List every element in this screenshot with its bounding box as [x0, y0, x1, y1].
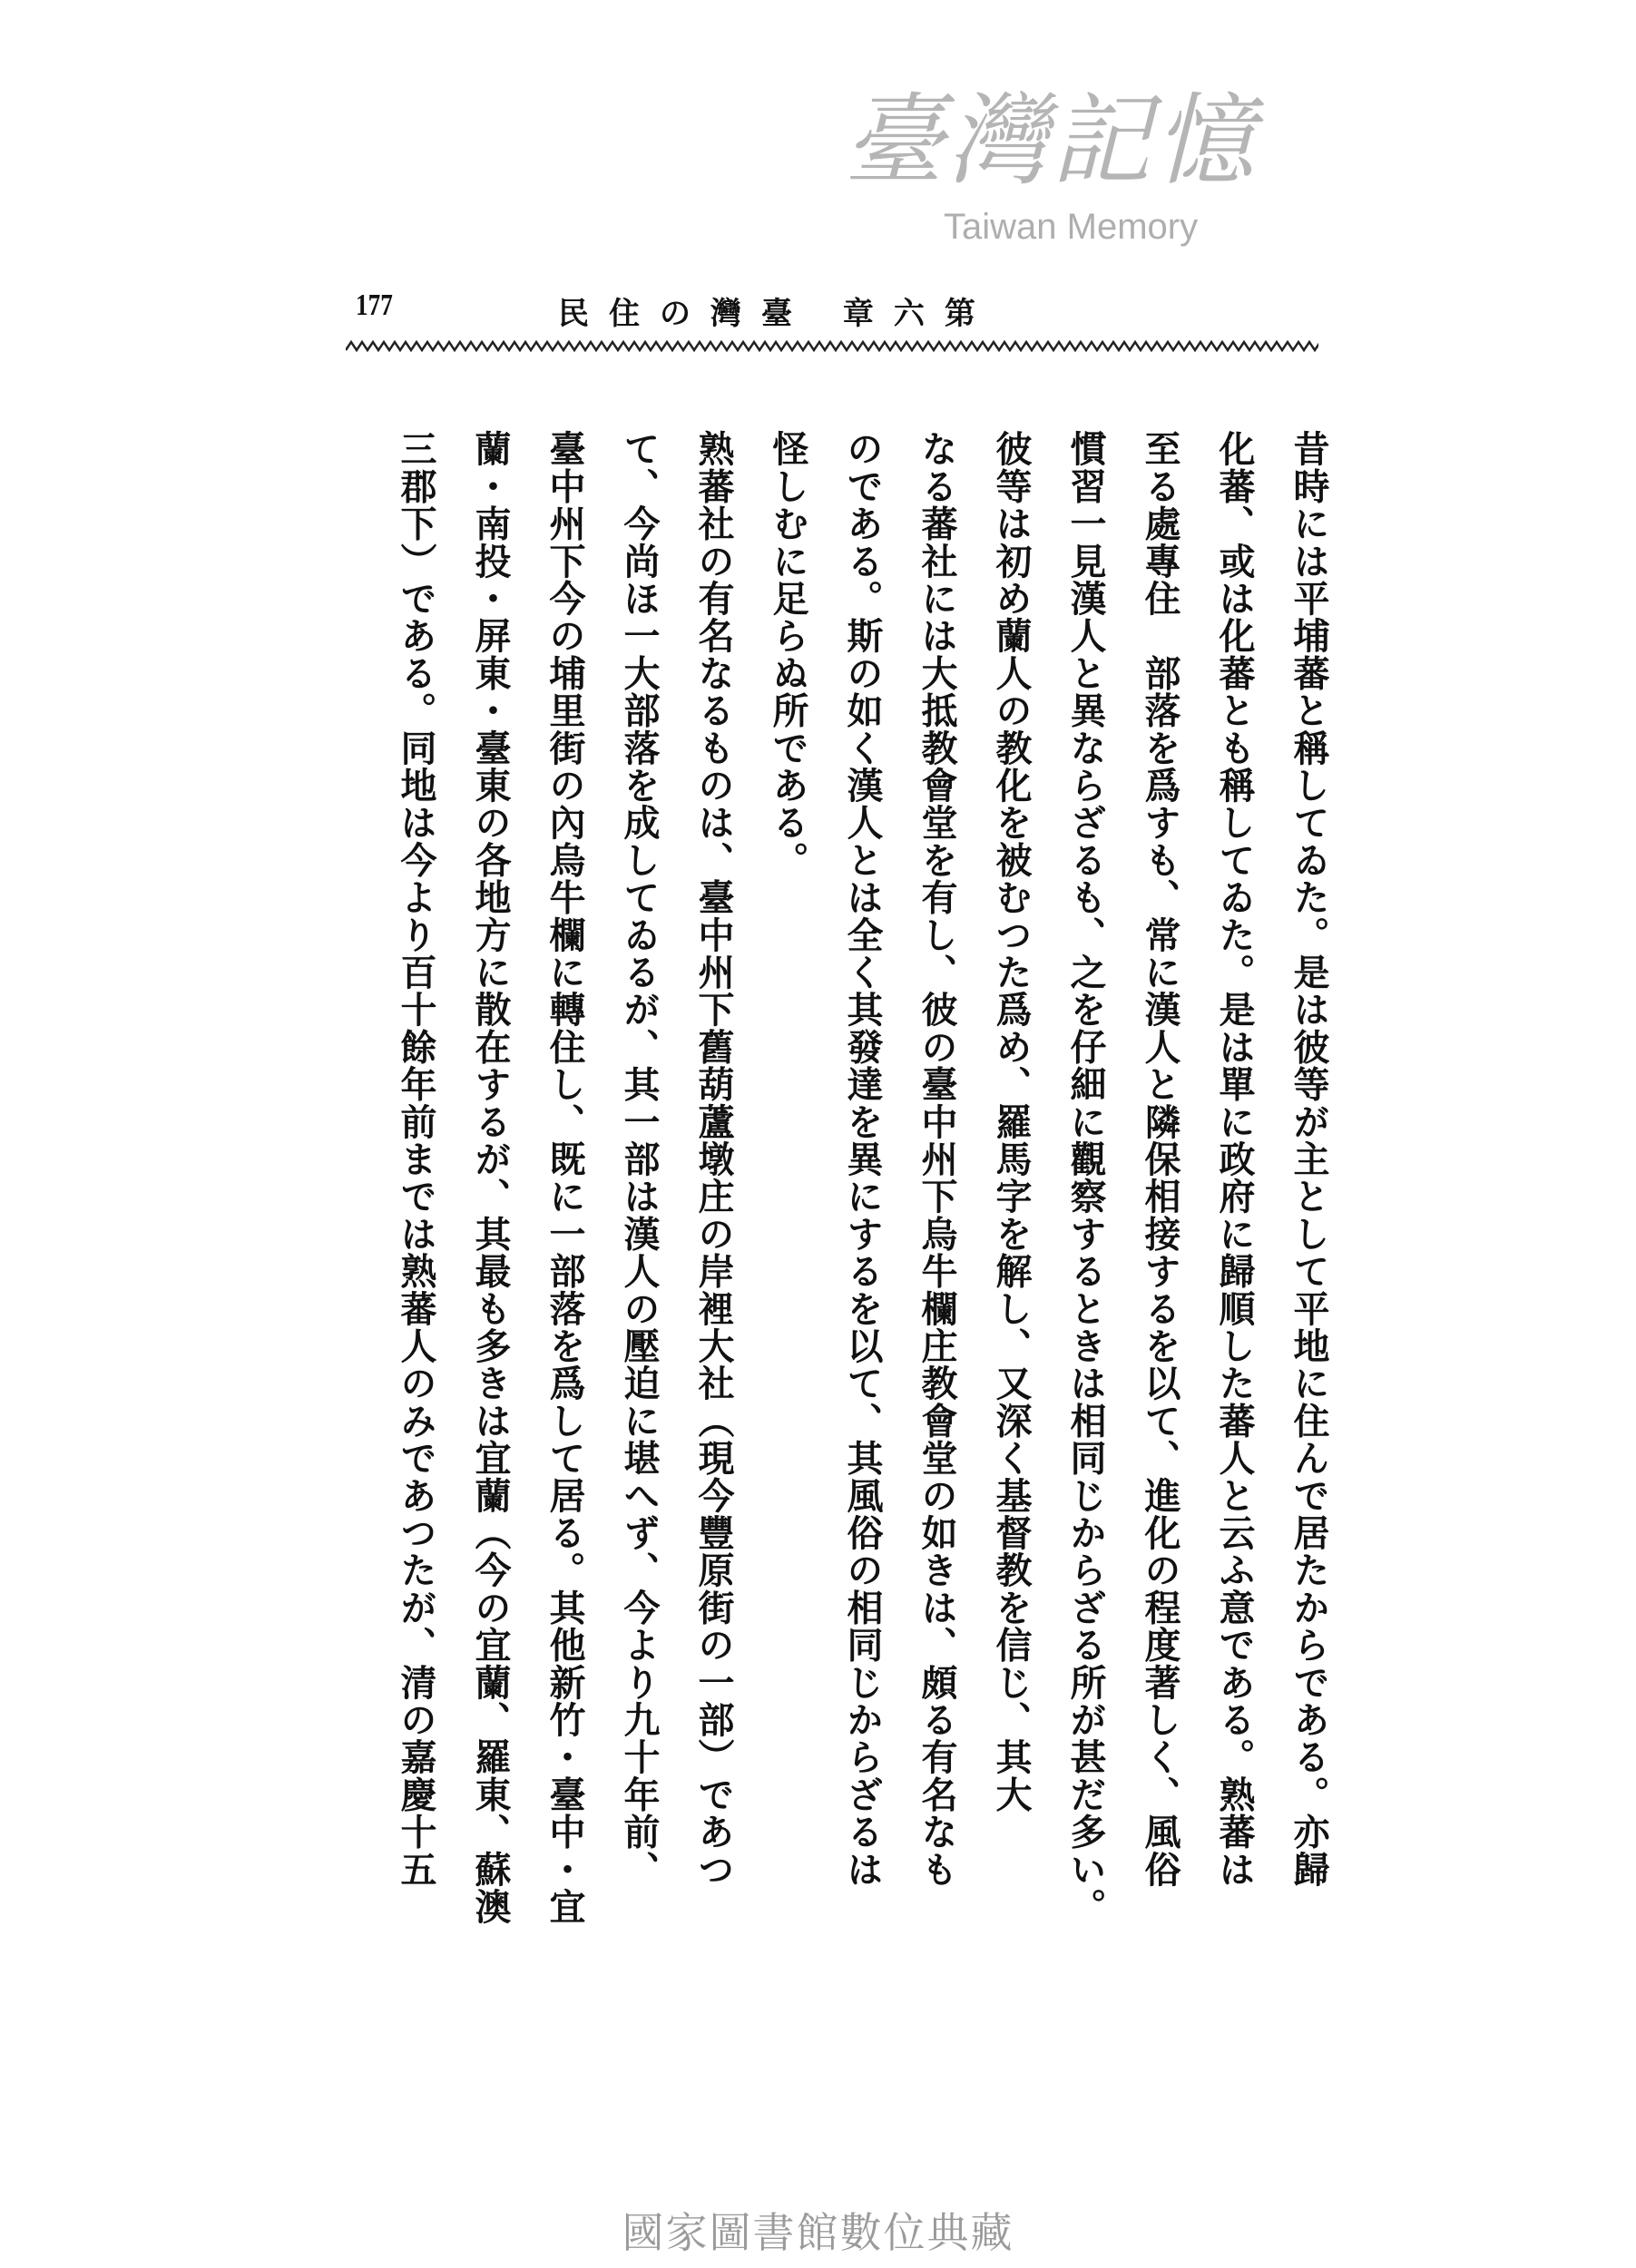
page-number: 177: [356, 288, 393, 322]
text-column: のである。斯の如く漢人とは全く其發達を異にするを以て、其風俗の相同じからざるは: [841, 430, 884, 1888]
body-text: [378, 430, 1346, 1990]
text-column: 蘭・南投・屏東・臺東の各地方に散在するが、其最も多きは宜蘭（今の宜蘭、羅東、蘇澳: [469, 430, 512, 1925]
text-column: 怪しむに足らぬ所である。: [767, 430, 809, 879]
text-column: 熟蕃社の有名なるものは、臺中州下舊葫蘆墩庄の岸裡大社（現今豐原街の一部）であつ: [692, 430, 735, 1888]
text-column: 三郡下）である。同地は今より百十餘年前までは熟蕃人のみであつたが、清の嘉慶十五: [395, 430, 437, 1888]
wavy-rule-divider: [346, 337, 1318, 356]
watermark-subtitle: Taiwan Memory: [944, 207, 1199, 247]
running-title: [558, 288, 995, 333]
text-column: 臺中州下今の埔里街の內烏牛欄に轉住し、既に一部落を爲して居る。其他新竹・臺中・宜: [544, 430, 586, 1925]
text-column: 慣習一見漢人と異ならざるも、之を仔細に觀察するときは相同じからざる所が甚だ多い。: [1064, 430, 1107, 1925]
text-column: なる蕃社には大抵教會堂を有し、彼の臺中州下烏牛欄庄教會堂の如きは、頗る有名なも: [916, 430, 958, 1888]
text-column: て、今尚ほ一大部落を成してゐるが、其一部は漢人の壓迫に堪へず、今より九十年前、: [618, 430, 661, 1888]
footer-collection-label: 國家圖書館數位典藏: [622, 2208, 1014, 2257]
running-title-text: 第六章 臺灣の住民: [558, 296, 995, 332]
text-column: 至る處專住 部落を爲すも、常に漢人と隣保相接するを以て、進化の程度著しく、風俗: [1139, 430, 1181, 1888]
watermark-logo: 臺灣記憶: [844, 83, 1258, 199]
text-column: 昔時には平埔蕃と稱してゐた。是は彼等が主として平地に住んで居たからである。亦歸: [1288, 430, 1330, 1888]
text-column: 彼等は初め蘭人の教化を被むつた爲め、羅馬字を解し、又深く基督教を信じ、其大: [990, 430, 1033, 1813]
text-column: 化蕃、或は化蕃とも稱してゐた。是は單に政府に歸順した蕃人と云ふ意である。熟蕃は: [1213, 430, 1256, 1888]
